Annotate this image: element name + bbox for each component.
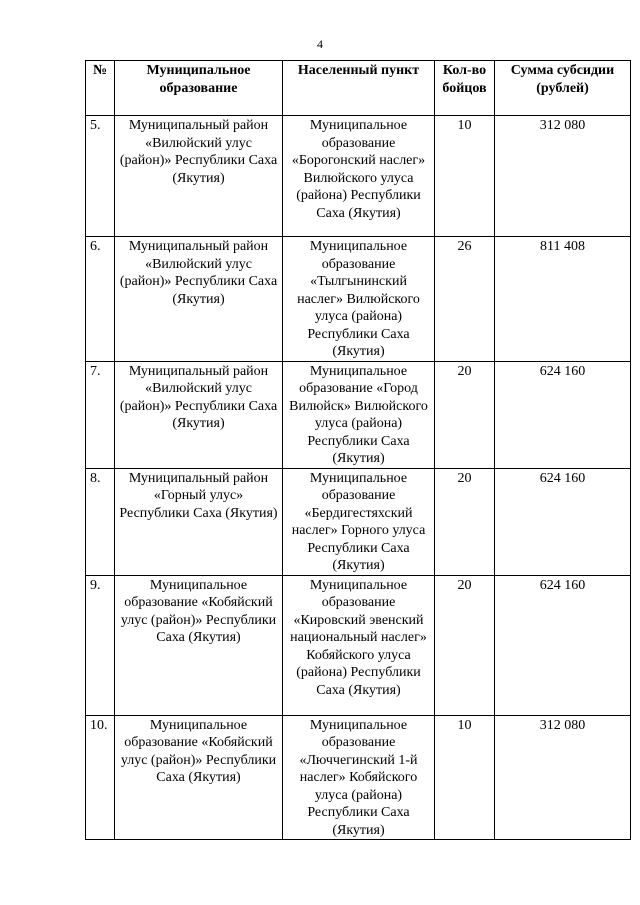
row-subsidy-sum: 811 408 (495, 237, 631, 362)
row-fighters-count: 20 (435, 575, 495, 715)
table-row (86, 361, 631, 468)
row-municipality: Муниципальное образование «Кобяйский улус (район)» Республики Саха (Якутия) (115, 575, 283, 715)
row-subsidy-sum: 312 080 (495, 116, 631, 237)
table-row (86, 575, 631, 715)
header-settlement: Населенный пункт (283, 61, 435, 116)
row-subsidy-sum: 624 160 (495, 361, 631, 468)
row-settlement: Муниципальное образование «Борогонский наслег» Вилюйского улуса (района) Республики Саха (Якутия) (283, 116, 435, 237)
row-settlement: Муниципальное образование «Люччегинский 1-й наслег» Кобяйского улуса (района) Республики Саха (Якутия) (283, 715, 435, 840)
row-subsidy-sum: 312 080 (495, 715, 631, 840)
row-municipality: Муниципальный район «Вилюйский улус (район)» Республики Саха (Якутия) (115, 116, 283, 237)
row-settlement: Муниципальное образование «Город Вилюйск» Вилюйского улуса (района) Республики Саха (Якутия) (283, 361, 435, 468)
header-subsidy-sum: Сумма субсидии (рублей) (495, 61, 631, 116)
table-row (86, 116, 631, 237)
header-number: № (86, 61, 115, 116)
row-subsidy-sum: 624 160 (495, 468, 631, 575)
table-row (86, 715, 631, 840)
row-subsidy-sum: 624 160 (495, 575, 631, 715)
table-row (86, 237, 631, 362)
row-number: 8. (86, 468, 115, 575)
row-number: 10. (86, 715, 115, 840)
subsidy-table (85, 60, 631, 840)
row-municipality: Муниципальное образование «Кобяйский улус (район)» Республики Саха (Якутия) (115, 715, 283, 840)
row-settlement: Муниципальное образование «Тылгынинский наслег» Вилюйского улуса (района) Республики Саха (Якутия) (283, 237, 435, 362)
table-header-row (86, 61, 631, 116)
row-municipality: Муниципальный район «Вилюйский улус (район)» Республики Саха (Якутия) (115, 361, 283, 468)
header-fighters-count: Кол-во бойцов (435, 61, 495, 116)
table-row (86, 468, 631, 575)
row-number: 9. (86, 575, 115, 715)
row-number: 5. (86, 116, 115, 237)
row-municipality: Муниципальный район «Вилюйский улус (район)» Республики Саха (Якутия) (115, 237, 283, 362)
row-fighters-count: 26 (435, 237, 495, 362)
row-settlement: Муниципальное образование «Кировский эвенский национальный наслег» Кобяйского улуса (района) Республики Саха (Якутия) (283, 575, 435, 715)
row-number: 6. (86, 237, 115, 362)
row-settlement: Муниципальное образование «Бердигестяхский наслег» Горного улуса Республики Саха (Якутия) (283, 468, 435, 575)
page-number: 4 (317, 37, 323, 51)
row-fighters-count: 10 (435, 116, 495, 237)
row-fighters-count: 20 (435, 468, 495, 575)
row-municipality: Муниципальный район «Горный улус» Республики Саха (Якутия) (115, 468, 283, 575)
row-fighters-count: 10 (435, 715, 495, 840)
row-fighters-count: 20 (435, 361, 495, 468)
header-municipality: Муниципальное образование (115, 61, 283, 116)
row-number: 7. (86, 361, 115, 468)
